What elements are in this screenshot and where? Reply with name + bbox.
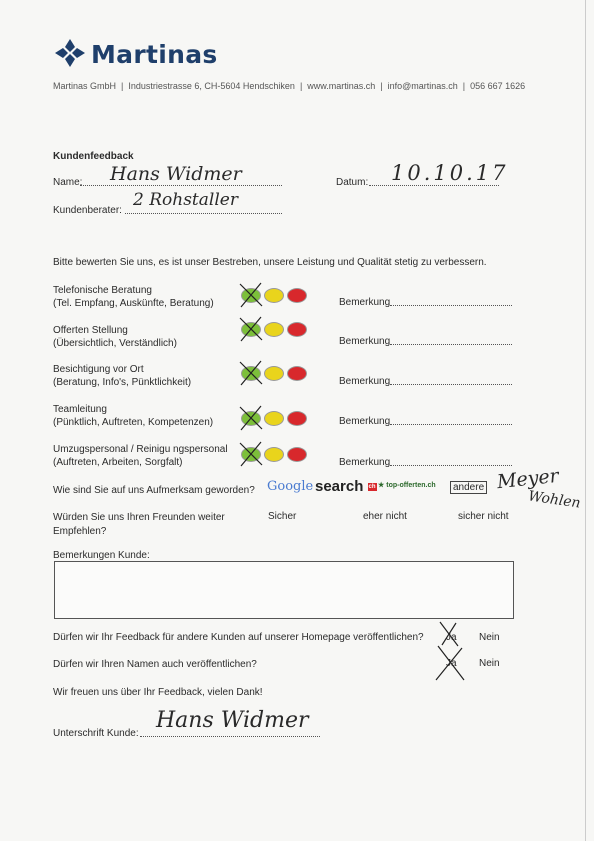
consent-name-yes[interactable]: Ja xyxy=(446,658,457,669)
rating-options xyxy=(241,288,307,303)
recommend-option-sicher[interactable]: Sicher xyxy=(268,511,297,522)
signature-label: Unterschrift Kunde: xyxy=(53,728,139,739)
source-handwritten: Meyer xyxy=(496,464,560,494)
advisor-label: Kundenberater: xyxy=(53,205,122,216)
thanks-text: Wir freuen uns über Ihr Feedback, vielen Dank! xyxy=(53,687,263,698)
name-field[interactable] xyxy=(80,163,282,186)
rating-bad-option[interactable] xyxy=(287,288,307,303)
name-value: Hans Widmer xyxy=(110,163,242,185)
recommend-question: Würden Sie uns Ihren Freunden weiter xyxy=(53,512,225,523)
advisor-value: 2 Rohstaller xyxy=(133,190,238,210)
source-question: Wie sind Sie auf uns Aufmerksam geworden? xyxy=(53,485,255,496)
rating-title: Umzugspersonal / Reinigu ngspersonal xyxy=(53,444,228,455)
rating-good-option[interactable] xyxy=(241,411,261,426)
date-label: Datum: xyxy=(336,177,369,188)
recommend-option-eher-nicht[interactable]: eher nicht xyxy=(363,511,407,522)
rating-bad-option[interactable] xyxy=(287,322,307,337)
rating-title: Offerten Stellung xyxy=(53,325,128,336)
rating-bad-option[interactable] xyxy=(287,411,307,426)
rating-options xyxy=(241,447,307,462)
name-label: Name: xyxy=(53,177,83,188)
star-icon: ★ xyxy=(378,482,385,489)
rating-good-option[interactable] xyxy=(241,366,261,381)
search-ch-logo[interactable] xyxy=(315,478,377,495)
remark-field[interactable] xyxy=(390,414,512,425)
martinas-logo-icon xyxy=(54,38,86,68)
check-cross-icon xyxy=(238,281,264,309)
consent-question-feedback: Dürfen wir Ihr Feedback für andere Kunden auf unserer Homepage veröffentlichen? xyxy=(53,632,424,643)
top-offerten-logo[interactable] xyxy=(378,481,436,489)
rating-subtitle: (Beratung, Info's, Pünktlichkeit) xyxy=(53,377,192,388)
company-logo-text: Martinas xyxy=(91,40,218,69)
rating-neutral-option[interactable] xyxy=(264,447,284,462)
recommend-option-sicher-nicht[interactable]: sicher nicht xyxy=(458,511,509,522)
rating-subtitle: (Tel. Empfang, Auskünfte, Beratung) xyxy=(53,298,214,309)
rating-neutral-option[interactable] xyxy=(264,366,284,381)
remark-label: Bemerkung xyxy=(339,297,391,308)
source-handwritten-2: Wohlen xyxy=(527,488,582,512)
check-cross-icon xyxy=(432,642,468,682)
recommend-question-cont: Empfehlen? xyxy=(53,526,107,537)
rating-subtitle: (Pünktlich, Auftreten, Kompetenzen) xyxy=(53,417,214,428)
advisor-field[interactable] xyxy=(125,190,282,214)
remark-field[interactable] xyxy=(390,455,512,466)
remark-field[interactable] xyxy=(390,374,512,385)
intro-text: Bitte bewerten Sie uns, es ist unser Bestreben, unsere Leistung und Qualität stetig zu verbessern. xyxy=(53,257,487,268)
rating-options xyxy=(241,366,307,381)
comments-label: Bemerkungen Kunde: xyxy=(53,550,150,561)
form-heading: Kundenfeedback xyxy=(53,151,134,162)
consent-question-name: Dürfen wir Ihren Namen auch veröffentlichen? xyxy=(53,659,257,670)
search-logo-text: search xyxy=(315,478,364,495)
search-logo-badge: ch xyxy=(368,484,376,491)
remark-label: Bemerkung xyxy=(339,336,391,347)
consent-feedback-yes[interactable]: Ja xyxy=(446,632,457,643)
consent-name-no[interactable]: Nein xyxy=(479,658,500,669)
rating-neutral-option[interactable] xyxy=(264,322,284,337)
rating-good-option[interactable] xyxy=(241,288,261,303)
remark-label: Bemerkung xyxy=(339,457,391,468)
andere-option[interactable]: andere xyxy=(450,481,487,494)
signature-value: Hans Widmer xyxy=(156,708,309,733)
consent-feedback-no[interactable]: Nein xyxy=(479,632,500,643)
check-cross-icon xyxy=(238,359,264,387)
rating-subtitle: (Übersichtlich, Verständlich) xyxy=(53,338,177,349)
top-offerten-text: top-offerten.ch xyxy=(386,482,436,489)
date-value: 10.10.17 xyxy=(391,161,509,185)
remark-label: Bemerkung xyxy=(339,416,391,427)
rating-good-option[interactable] xyxy=(241,447,261,462)
rating-good-option[interactable] xyxy=(241,322,261,337)
date-field[interactable] xyxy=(369,161,509,186)
company-address: Martinas GmbH | Industriestrasse 6, CH-5604 Hendschiken | www.martinas.ch | info@martinas.ch | 056 667 1626 xyxy=(53,81,526,91)
page-edge xyxy=(585,0,586,841)
rating-options xyxy=(241,322,307,337)
remark-field[interactable] xyxy=(390,334,512,345)
check-cross-icon xyxy=(238,440,264,468)
google-logo[interactable]: Google xyxy=(267,479,314,494)
comments-box[interactable] xyxy=(54,561,514,619)
check-cross-icon xyxy=(238,404,264,432)
rating-title: Teamleitung xyxy=(53,404,107,415)
rating-bad-option[interactable] xyxy=(287,447,307,462)
remark-field[interactable] xyxy=(390,295,512,306)
rating-bad-option[interactable] xyxy=(287,366,307,381)
rating-title: Telefonische Beratung xyxy=(53,285,152,296)
rating-title: Besichtigung vor Ort xyxy=(53,364,144,375)
rating-options xyxy=(241,411,307,426)
rating-neutral-option[interactable] xyxy=(264,411,284,426)
check-cross-icon xyxy=(238,315,264,343)
signature-field[interactable] xyxy=(140,708,320,737)
rating-subtitle: (Auftreten, Arbeiten, Sorgfalt) xyxy=(53,457,183,468)
remark-label: Bemerkung xyxy=(339,376,391,387)
rating-neutral-option[interactable] xyxy=(264,288,284,303)
